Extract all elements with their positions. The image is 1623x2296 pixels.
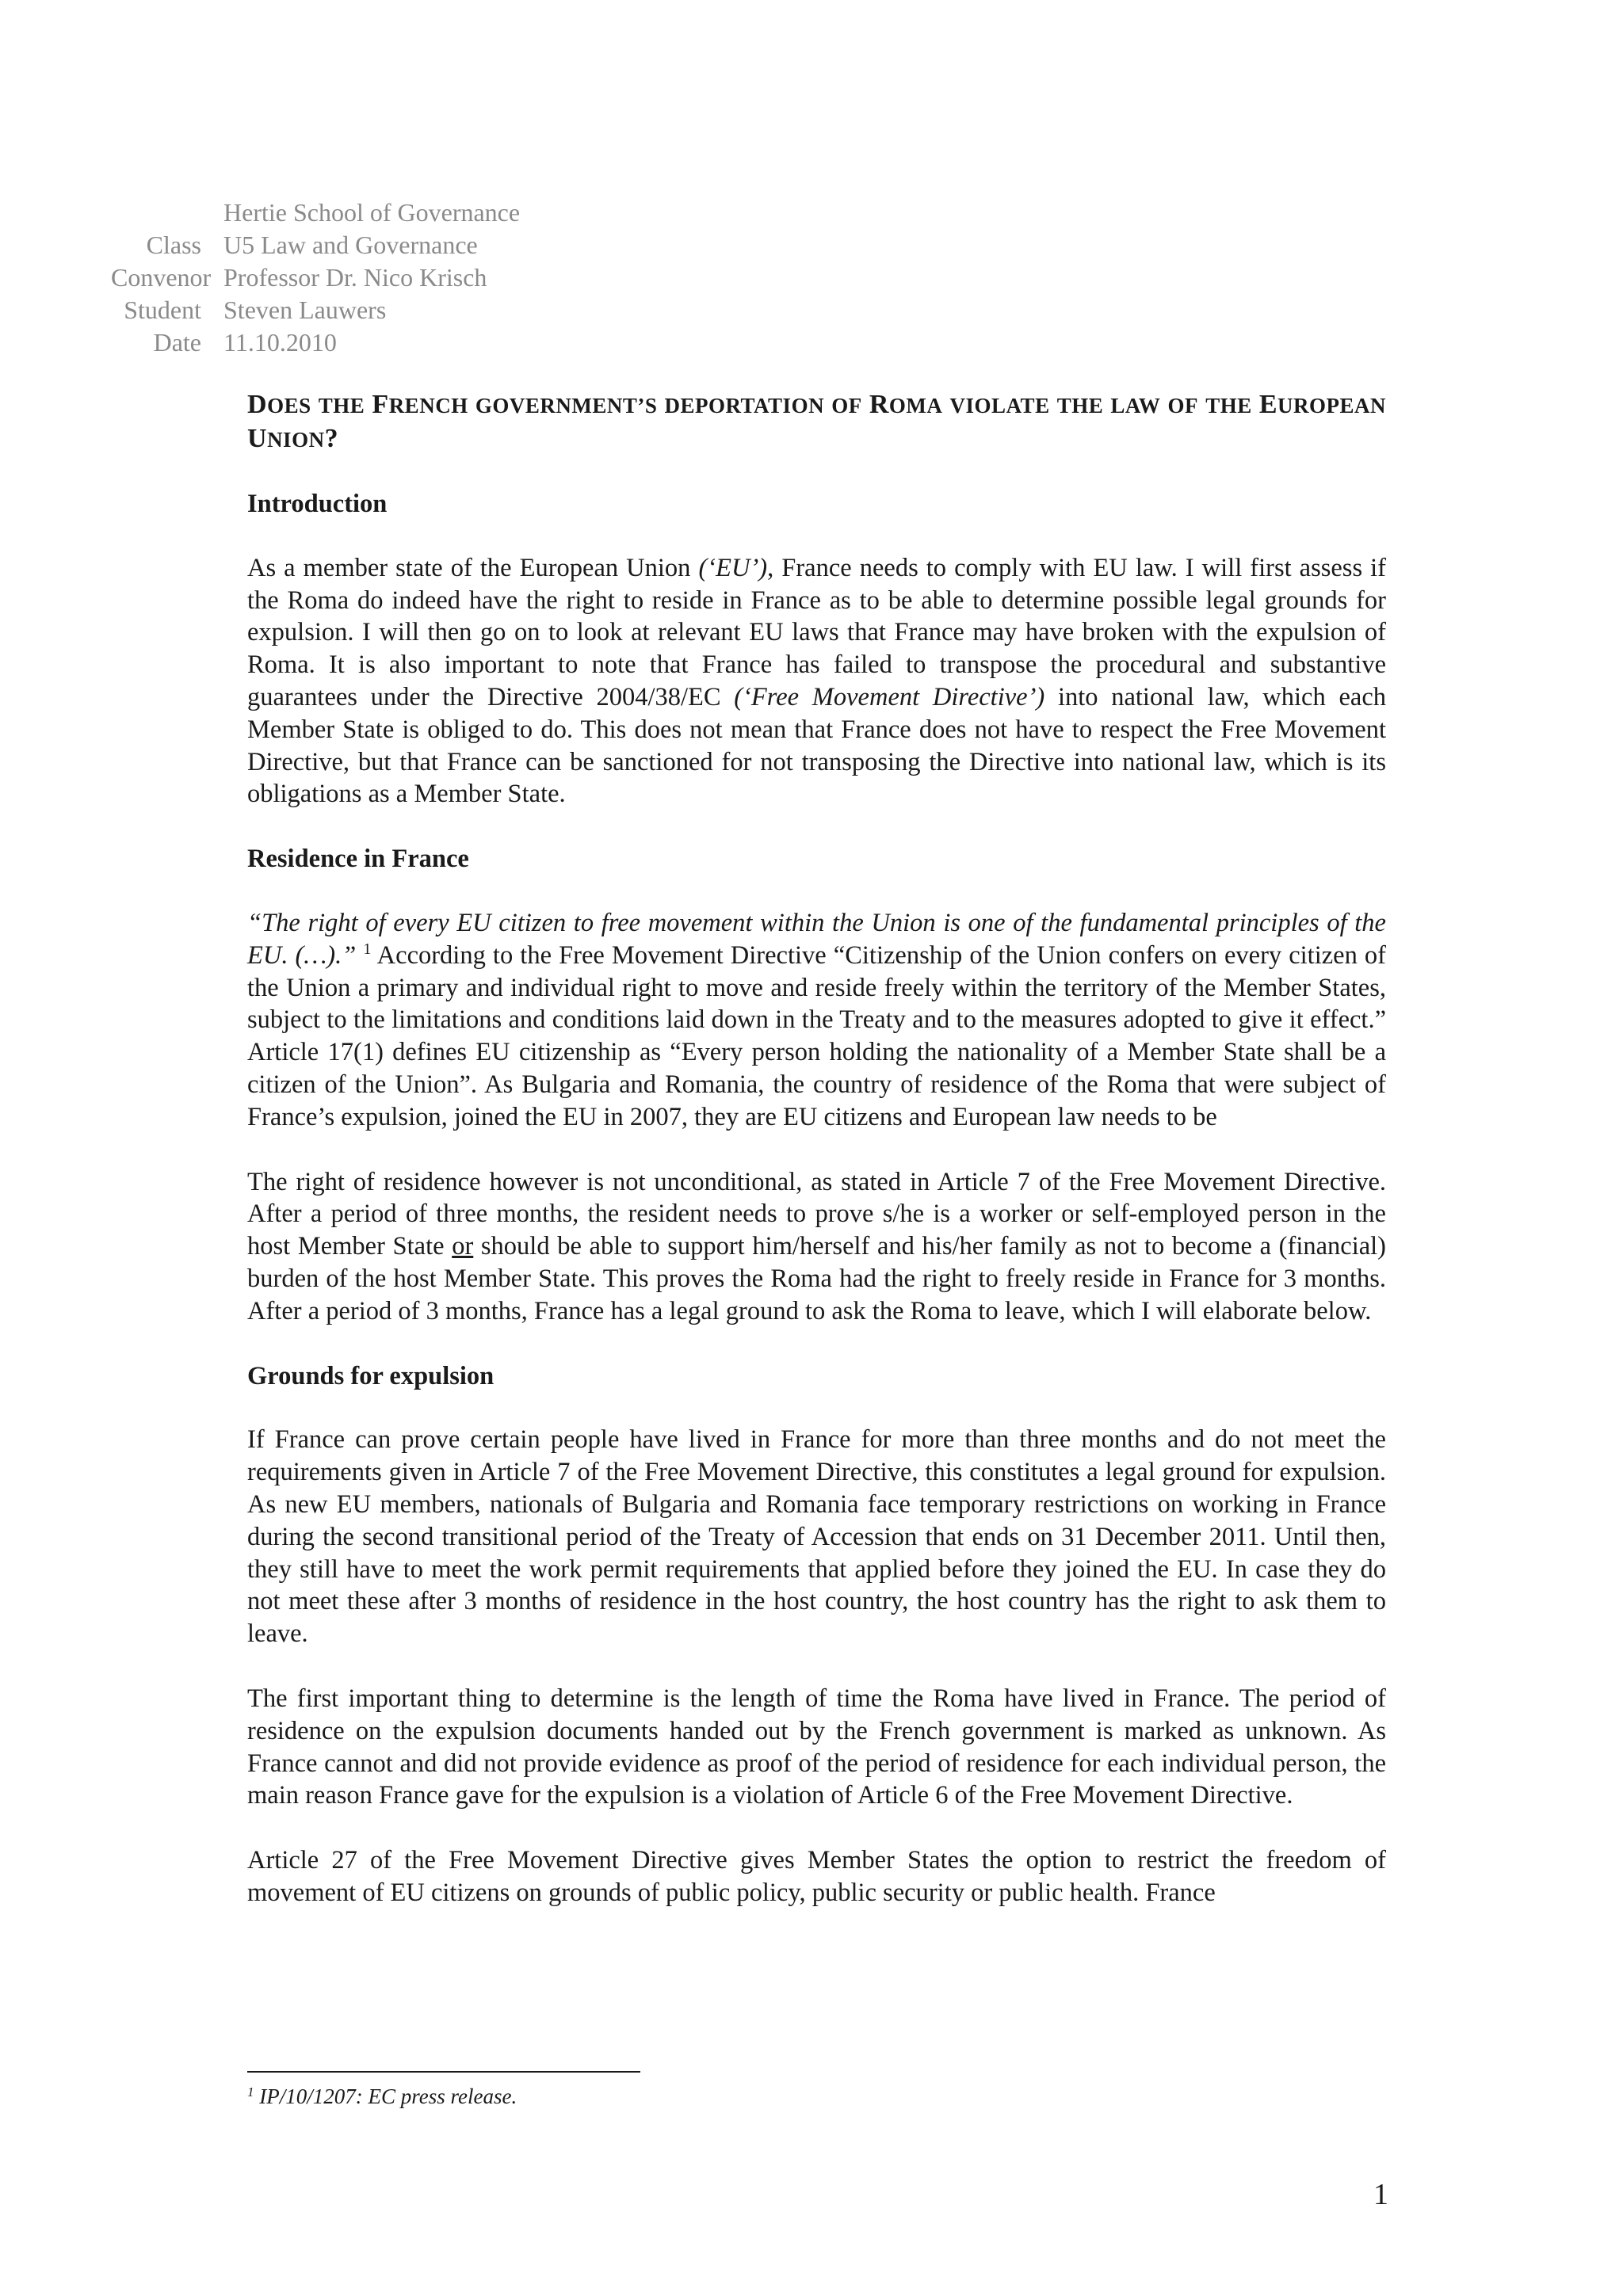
footnote [247,2082,960,2111]
grounds-heading: Grounds for expulsion [247,1361,495,1390]
student-value: Steven Lauwers [223,296,387,324]
footnote-mark: 1 [247,2084,254,2100]
grounds-paragraph-1: If France can prove certain people have lived in France for more than three months and do not meet the requirements given in Article 7 of the Free Movement Directive, this constitutes a legal ground for expulsion. As new EU members, nationals of Bulgaria and Romania face temporary restrictions on working in France during the second transitional period of the Treaty of Accession that ends on 31 December 2011. Until then, they still have to meet the work permit requirements that applied before they joined the EU. In case they do not meet these after 3 months of residence in the host country, the host country has the right to ask them to leave. [247,1425,1386,1649]
document-body [247,388,1386,1909]
header-institution-row [111,196,824,229]
header-convenor-row [111,261,824,294]
date-value: 11.10.2010 [223,328,337,357]
document-title: DOES THE FRENCH GOVERNMENT’S DEPORTATION OF ROMA VIOLATE THE LAW OF THE EUROPEAN UNION? [247,390,1387,453]
class-value: U5 Law and Governance [223,231,478,259]
header-class-row [111,229,824,261]
document-header [111,196,824,359]
footnote-reference[interactable]: 1 [363,940,372,958]
header-student-row [111,294,824,326]
header-date-row [111,326,824,359]
residence-heading: Residence in France [247,845,469,874]
residence-paragraph-1: “The right of every EU citizen to free movement within the Union is one of the fundamental principles of the EU. (…).” $^1$ According to the Free Movement Directive “Citizenship of the Union confers on every citizen of the Union a primary and individual right to move and reside freely within the territory of the Member States, subject to the limitations and conditions laid down in the Treaty and to the measures adopted to give it effect.” Article 17(1) defines EU citizenship as “Every person holding the nationality of a Member State shall be a citizen of the Union”. As Bulgaria and Romania, the country of residence of the Roma that were subject of France’s expulsion, joined the EU in 2007, they are EU citizens and European law needs to be [247,908,1386,1131]
date-label: Date [153,328,201,357]
introduction-heading: Introduction [247,490,388,518]
page-number: 1 [1373,2178,1388,2211]
residence-paragraph-2: The right of residence however is not unconditional, as stated in Article 7 of the Free Movement Directive. After a period of three months, the resident needs to prove s/he is a worker or self-employed person in the host Member State or should be able to support him/herself and his/her family as not to become a (financial) burden of the host Member State. This proves the Roma had the right to freely reside in France for 3 months. After a period of 3 months, France has a legal ground to ask the Roma to leave, which I will elaborate below. [247,1167,1387,1325]
convenor-value: Professor Dr. Nico Krisch [223,263,487,292]
footnote-text: IP/10/1207: EC press release. [254,2084,517,2108]
institution-name: Hertie School of Governance [223,198,521,227]
footnote-divider [247,2071,640,2073]
grounds-paragraph-3: Article 27 of the Free Movement Directive gives Member States the option to restrict the freedom of movement of EU citizens on grounds of public policy, public security or public health. France [247,1846,1386,1907]
student-label: Student [124,296,201,324]
convenor-label: Convenor [111,263,212,292]
introduction-paragraph: As a member state of the European Union (‘EU’), France needs to comply with EU law. I will first assess if the Roma do indeed have the right to reside in France as to be able to determine possible legal grounds for expulsion. I will then go on to look at relevant EU laws that France may have broken with the expulsion of Roma. It is also important to note that France has failed to transpose the procedural and substantive guarantees under the Directive 2004/38/EC (‘Free Movement Directive’) into national law, which each Member State is obliged to do. This does not mean that France does not have to respect the Free Movement Directive, but that France can be sanctioned for not transposing the Directive into national law, which is its obligations as a Member State. [247,553,1386,809]
grounds-paragraph-2: The first important thing to determine is the length of time the Roma have lived in France. The period of residence on the expulsion documents handed out by the French government is marked as unknown. As France cannot and did not provide evidence as proof of the period of residence for each individual person, the main reason France gave for the expulsion is a violation of Article 6 of the Free Movement Directive. [247,1684,1386,1810]
class-label: Class [146,231,201,259]
